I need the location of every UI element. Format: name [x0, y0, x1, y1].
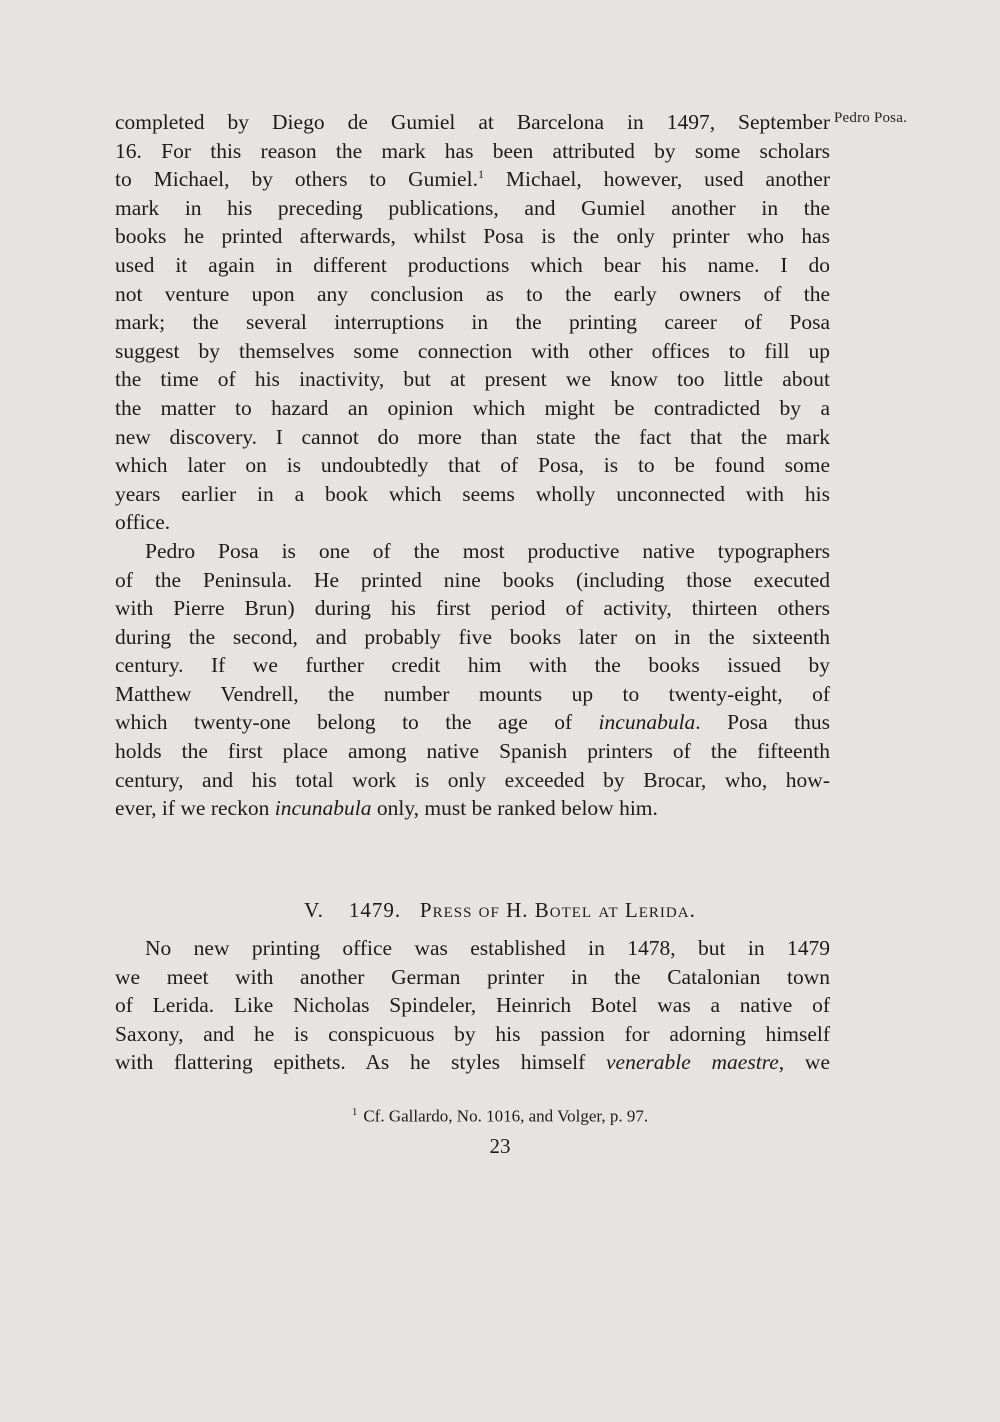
text-line: completed by Diego de Gumiel at Barcelona in 1497, September [115, 110, 830, 134]
paragraph-3 [115, 934, 830, 1077]
text-line: Saxony, and he is conspicuous by his passion for adorning himself [115, 1021, 830, 1046]
text-line: Matthew Vendrell, the number mounts up to twenty-eight, of [115, 681, 830, 706]
page-number: 23 [489, 1134, 511, 1158]
footnote [0, 1106, 1000, 1127]
text-line: with Pierre Brun) during his first period of activity, thirteen others [115, 596, 830, 621]
text-line: mark in his preceding publications, and Gumiel another in the [115, 195, 830, 220]
text-line: the matter to hazard an opinion which might be contradicted by a [115, 395, 830, 420]
footnote-reference: 1 [477, 167, 484, 182]
text-line [115, 1048, 830, 1077]
text-line: years earlier in a book which seems wholly unconnected with his [115, 481, 830, 506]
text-line: used it again in different productions which bear his name. I do [115, 252, 830, 277]
text-line: No new printing office was established in 1478, but in 1479 [145, 936, 830, 960]
text-line: suggest by themselves some connection with other offices to fill up [115, 338, 830, 363]
text-segment: which twenty-one belong to the age of [115, 710, 599, 735]
text-line: we meet with another German printer in the Catalonian town [115, 964, 830, 989]
footnote-text: Cf. Gallardo, No. 1016, and Volger, p. 97. [363, 1106, 649, 1126]
heading-year: 1479. [348, 898, 402, 922]
text-segment: to Michael, by others to Gumiel. [115, 167, 478, 192]
text-line [115, 165, 830, 194]
text-segment: Michael, however, used another [483, 167, 831, 192]
heading-title: Press of H. Botel at Lerida. [419, 898, 696, 922]
section-heading [0, 898, 1000, 923]
text-line: 16. For this reason the mark has been attributed by some scholars [115, 138, 830, 163]
text-segment: with flattering epithets. As he styles himself [115, 1050, 606, 1075]
text-line: holds the first place among native Spanish printers of the fifteenth [115, 739, 830, 764]
text-line: books he printed afterwards, whilst Posa is the only printer who has [115, 224, 830, 249]
italic-term: incunabula [598, 710, 696, 735]
italic-term: venerable maestre [606, 1050, 779, 1075]
text-line: Pedro Posa is one of the most productive native typographers [145, 538, 830, 563]
text-line: of Lerida. Like Nicholas Spindeler, Heinrich Botel was a native of [115, 993, 830, 1018]
text-line [115, 794, 830, 823]
text-segment: . Posa thus [695, 710, 830, 735]
text-line: not venture upon any conclusion as to the early owners of the [115, 281, 830, 306]
text-segment: , we [778, 1050, 830, 1075]
text-line: of the Peninsula. He printed nine books (including those executed [115, 567, 830, 592]
italic-term: incunabula [274, 796, 372, 821]
text-line: century, and his total work is only exceeded by Brocar, who, how- [115, 767, 830, 792]
text-line: during the second, and probably five books later on in the sixteenth [115, 624, 830, 649]
text-line [115, 708, 830, 737]
heading-number: V. [304, 898, 324, 922]
margin-note: Pedro Posa. [834, 110, 908, 126]
text-line: century. If we further credit him with the books issued by [115, 653, 830, 678]
text-line: the time of his inactivity, but at present we know too little about [115, 367, 830, 392]
text-line: office. [115, 510, 171, 535]
text-segment: only, must be ranked below him. [371, 796, 658, 821]
text-segment: ever, if we reckon [115, 796, 275, 821]
paragraph-1 [115, 108, 830, 823]
text-line: new discovery. I cannot do more than state the fact that the mark [115, 424, 830, 449]
footnote-mark: 1 [351, 1106, 358, 1118]
text-line: which later on is undoubtedly that of Posa, is to be found some [115, 453, 830, 478]
text-line: mark; the several interruptions in the printing career of Posa [115, 310, 830, 335]
